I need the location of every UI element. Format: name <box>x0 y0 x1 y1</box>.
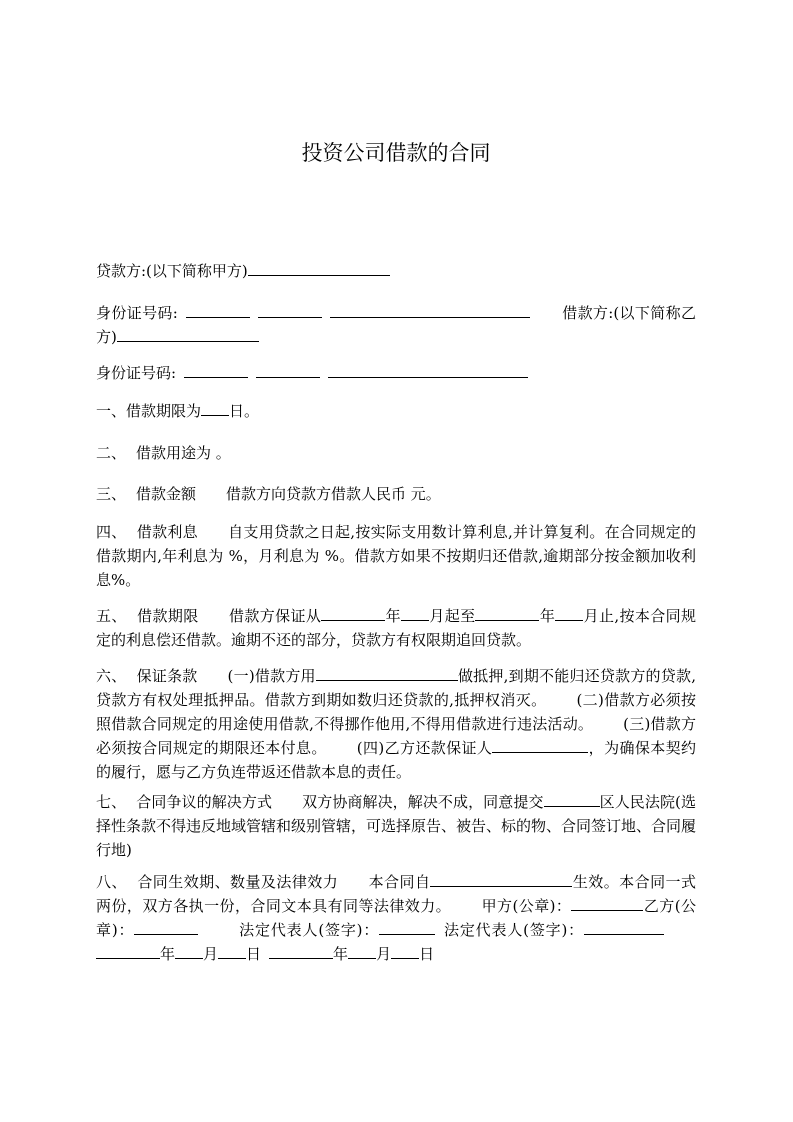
clause-6-text-d: (三)借款方必须按合同规定的期限还本付息。 <box>96 715 696 757</box>
borrower-id-label: 身份证号码: <box>96 364 177 382</box>
rep-a-sign-blank <box>379 919 435 935</box>
clause-5-text-e: 月止,按本合同规定的利息偿还借款。逾期不还的部分，贷款方有权限期追回贷款。 <box>96 607 696 649</box>
lender-id-blank-1 <box>186 302 250 318</box>
clause-7-heading: 七、 <box>96 793 127 811</box>
clause-6-text-b: 做抵押,到期不能归还贷款方的贷款,贷款方有权处理抵押品。借款方到期如数归还贷款的,抵押权消灭。 <box>96 667 696 709</box>
contract-page <box>96 0 696 1122</box>
date-b-day-label: 日 <box>419 945 435 963</box>
borrower-id-blank-2 <box>256 362 320 378</box>
rep-b-sign-blank-2 <box>624 919 664 935</box>
clause-2-heading: 二、 <box>96 444 127 462</box>
clause-7-text-a: 双方协商解决，解决不成，同意提交 <box>302 793 544 811</box>
date-b-month-label: 月 <box>376 945 392 963</box>
rep-b-sign-label: 法定代表人(签字)： <box>443 921 584 939</box>
clause-6-text-f: ，为确保本契约的履行，愿与乙方负连带返还借款本息的责任。 <box>96 739 696 781</box>
rep-b-sign-blank-1 <box>584 919 624 935</box>
start-month-blank <box>401 605 429 621</box>
loan-term-blank <box>201 400 229 416</box>
party-a-seal-label: 甲方(公章)： <box>481 897 572 915</box>
clause-4-title: 借款利息 <box>136 523 198 541</box>
clause-1-text-b: 日。 <box>229 402 260 420</box>
clause-7-title: 合同争议的解决方式 <box>136 793 273 811</box>
clause-6-title: 保证条款 <box>136 667 198 685</box>
page-title: 投资公司借款的合同 <box>301 141 491 165</box>
clause-5-title: 借款期限 <box>136 607 199 625</box>
clause-8 <box>96 870 696 966</box>
court-blank <box>544 791 600 807</box>
borrower-id-blank-3 <box>328 362 528 378</box>
date-a-day-label: 日 <box>246 945 262 963</box>
borrower-id-line <box>96 361 696 385</box>
date-b-month-blank <box>348 943 376 959</box>
clause-5-text-c: 月起至 <box>428 607 476 625</box>
date-b-year-label: 年 <box>333 945 349 963</box>
clause-8-title: 合同生效期、数量及法律效力 <box>136 873 339 891</box>
date-a-year-label: 年 <box>160 945 176 963</box>
clause-7-text-b: 区人民法院(选择性条款不得违反地域管辖和级别管辖，可选择原告、被告、标的物、合同签订地、合同履行地) <box>96 793 697 859</box>
clause-5 <box>96 604 696 652</box>
date-b-day-blank <box>391 943 419 959</box>
borrower-name-blank <box>117 326 259 342</box>
borrower-id-blank-1 <box>184 362 248 378</box>
clause-6 <box>96 664 696 784</box>
clause-6-text-a: (一)借款方用 <box>227 667 316 685</box>
clause-3-heading: 三、 <box>96 485 127 503</box>
clause-8-heading: 八、 <box>96 873 127 891</box>
lender-id-label: 身份证号码: <box>96 304 178 322</box>
start-year-blank <box>321 605 385 621</box>
end-month-blank <box>555 605 583 621</box>
lender-name-blank <box>248 260 390 276</box>
clause-1-text-a: 一、借款期限为 <box>96 402 202 420</box>
party-a-seal-blank <box>571 895 643 911</box>
date-a-month-label: 月 <box>203 945 219 963</box>
clause-6-text-c: (二)借款方必须按照借款合同规定的用途使用借款,不得挪作他用,不得用借款进行违法活动。 <box>96 691 696 733</box>
end-year-blank <box>475 605 539 621</box>
clause-3-text: 借款方向贷款方借款人民币 元。 <box>226 485 441 503</box>
date-b-year-blank <box>269 943 333 959</box>
clause-5-text-b: 年 <box>385 607 401 625</box>
party-b-seal-blank <box>134 919 198 935</box>
clause-3-title: 借款金额 <box>136 485 197 503</box>
lender-id-blank-3 <box>330 302 530 318</box>
clause-6-text-e: (四)乙方还款保证人 <box>356 739 493 757</box>
clause-8-text-b: 生效。本合同一式两份，双方各执一份，合同文本具有同等法律效力。 <box>96 873 696 915</box>
date-a-year-blank <box>96 943 160 959</box>
party-b-seal-label: 乙方(公章)： <box>96 897 696 939</box>
effective-date-blank <box>430 871 572 887</box>
clause-6-heading: 六、 <box>96 667 127 685</box>
rep-a-sign-label: 法定代表人(签字)： <box>238 921 380 939</box>
clause-2-text: 借款用途为 。 <box>136 444 231 462</box>
clause-4 <box>96 520 696 592</box>
clause-7 <box>96 790 696 862</box>
date-a-day-blank <box>218 943 246 959</box>
clause-5-text-a: 借款方保证从 <box>228 607 322 625</box>
guarantor-blank-2 <box>564 737 588 753</box>
clause-5-heading: 五、 <box>96 607 127 625</box>
borrower-label: 借款方:(以下简称乙方) <box>96 304 696 346</box>
clause-5-text-d: 年 <box>539 607 556 625</box>
collateral-blank <box>316 665 458 681</box>
date-a-month-blank <box>175 943 203 959</box>
lender-line <box>96 259 696 283</box>
clause-2 <box>96 441 696 465</box>
clause-4-heading: 四、 <box>96 523 127 541</box>
clause-1 <box>96 399 696 423</box>
lender-id-blank-2 <box>258 302 322 318</box>
clause-3 <box>96 482 696 506</box>
lender-label: 贷款方:(以下简称甲方) <box>96 262 248 280</box>
guarantor-blank-1 <box>492 737 564 753</box>
clause-4-text: 自支用贷款之日起,按实际支用数计算利息,并计算复利。在合同规定的借款期内,年利息为 %，月利息为 %。借款方如果不按期归还借款,逾期部分按金额加收利息%。 <box>96 523 696 589</box>
clause-8-text-a: 本合同自 <box>368 873 431 891</box>
lender-id-line <box>96 301 696 349</box>
